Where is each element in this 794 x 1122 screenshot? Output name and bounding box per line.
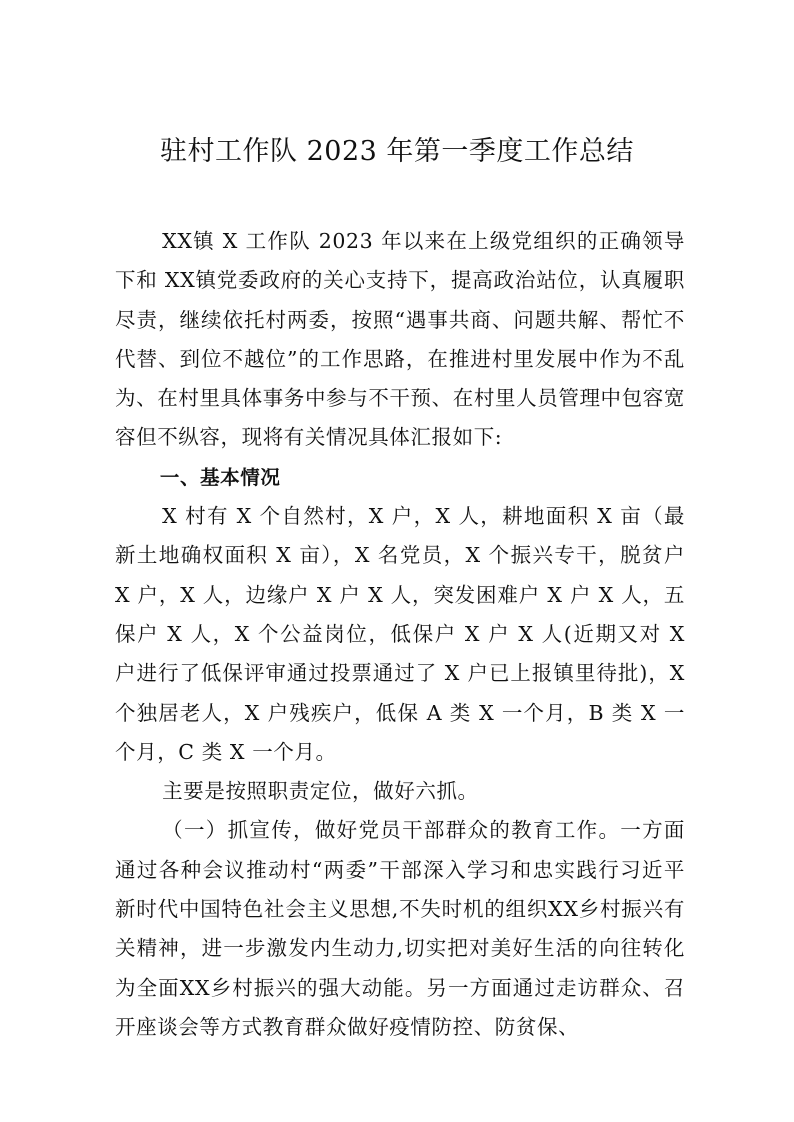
intro-paragraph: XX镇 X 工作队 2023 年以来在上级党组织的正确领导下和 XX镇党委政府的关心支持下，提高政治站位，认真履职尽责，继续依托村两委，按照“遇事共商、问题共解、帮忙不代替、到位不越位”的工作思路，在推进村里发展中作为不乱为、在村里具体事务中参与不干预、在村里人员管理中包容宽容但不纵容，现将有关情况具体汇报如下: bbox=[115, 229, 685, 450]
propaganda-paragraph: （一）抓宣传，做好党员干部群众的教育工作。一方面通过各种会议推动村“两委”干部深入学习和忠实践行习近平新时代中国特色社会主义思想,不失时机的组织XX乡村振兴有关精神，进一步激发内生动力,切实把对美好生活的向往转化为全面XX乡村振兴的强大动能。另一方面通过走访群众、召开座谈会等方式教育群众做好疫情防控、防贫保、 bbox=[115, 818, 685, 1039]
document-body bbox=[115, 222, 685, 1047]
document-title: 驻村工作队 2023 年第一季度工作总结 bbox=[160, 136, 634, 167]
summary-paragraph: 主要是按照职责定位，做好六抓。 bbox=[162, 779, 479, 804]
section-heading-basic-situation: 一、基本情况 bbox=[159, 465, 281, 489]
basic-situation-paragraph: X 村有 X 个自然村，X 户，X 人，耕地面积 X 亩（最新土地确权面积 X 亩），X 名党员，X 个振兴专干，脱贫户 X 户，X 人，边缘户 X 户 X 人，突发困难户 X 户 X 人，五保户 X 人，X 个公益岗位，低保户 X 户 X 人(近期又对 X 户进行了低保评审通过投票通过了 X 户已上报镇里待批)，X 个独居老人，X 户残疾户，低保 A 类 X 一个月，B 类 X 一个月，C 类 X 一个月。 bbox=[115, 504, 685, 764]
